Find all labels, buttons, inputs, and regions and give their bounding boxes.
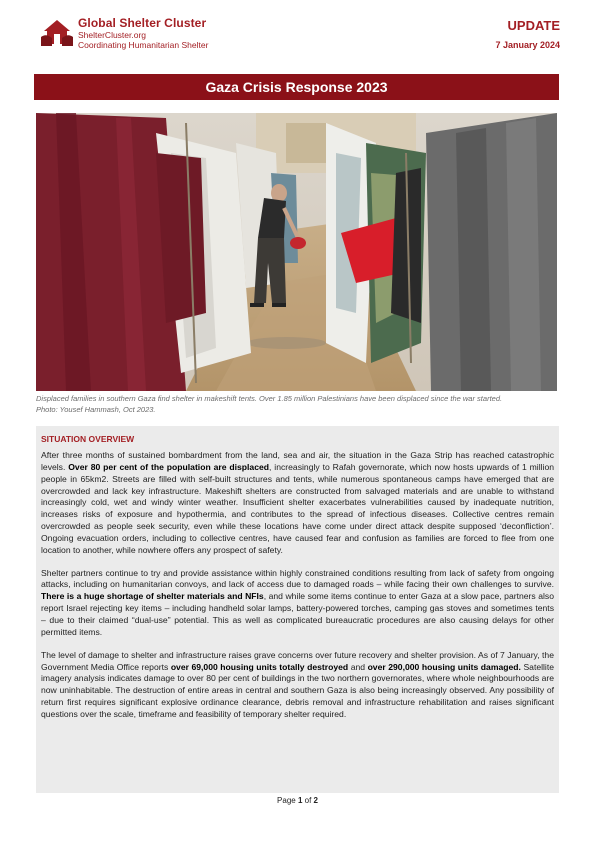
p1-text-a: After three months of sustained bombardment from the land, sea and air, the situation in the Gaza Strip has reached catastrophic levels.: [41, 450, 554, 472]
page-footer: [0, 796, 595, 805]
paragraph-2: [41, 568, 554, 639]
p3-highlight-2: over 290,000 housing units damaged.: [367, 661, 521, 672]
p1-highlight: Over 80 per cent of the population are displaced: [68, 461, 270, 472]
p2-text-a: Shelter partners continue to try and provide assistance within highly constrained conditions resulting from lack of safety from ongoing attacks, including on humanitarian convoys, and lack of access due to damaged roads – while facing their own challenges to survive.: [41, 567, 554, 590]
org-name: Global Shelter Cluster: [78, 16, 207, 30]
paragraph-1: [41, 450, 554, 557]
current-page-number: 1: [297, 796, 303, 805]
camp-photo: [36, 113, 557, 391]
p3-text-c: and: [348, 661, 368, 672]
p3-text-e: Satellite imagery analysis indicates damage to over 80 per cent of buildings in the two northern governorates, where whole neighbourhoods are now uninhabitable. The destruction of entire areas in central and southern Gaza is also being increasingly observed. Any possibility of return first requires significant explosive ordinance clearance, debris removal and infrastructure rehabilitation and raises significant questions over the scale, timeframe and feasibility of temporary shelter required.: [41, 661, 555, 719]
p2-text-c: , and while some items continue to enter Gaza at a slow pace, partners also report Israel rejecting key items – including handheld solar lamps, battery-powered torches, camping gas stoves and sometimes tents – due to their claimed “dual-use” potential. This as well as complicated bureaucratic procedures are also causing delays for other permitted items.: [41, 591, 554, 637]
p3-highlight-1: over 69,000 housing units totally destroyed: [170, 661, 349, 672]
org-website-link[interactable]: ShelterCluster.org: [78, 30, 147, 40]
p2-highlight: There is a huge shortage of shelter materials and NFIs: [41, 591, 264, 602]
p3-text-a: The level of damage to shelter and infrastructure raises grave concerns over future recovery and shelter provision. As of 7 January, the Government Media Office reports: [41, 649, 554, 672]
title-bar: [34, 74, 559, 100]
footer-prefix: Page: [277, 796, 298, 805]
page-title: Gaza Crisis Response 2023: [205, 79, 388, 95]
page-header: [40, 14, 560, 54]
situation-overview-panel: [36, 426, 559, 793]
total-page-number: 2: [313, 796, 318, 805]
org-tagline: Coordinating Humanitarian Shelter: [78, 40, 209, 50]
section-heading: SITUATION OVERVIEW: [41, 434, 135, 444]
p1-text-c: , increasingly to Rafah governorate, which now hosts upwards of 1 million people in 65km2. Streets are filled with self-built structures and tents, while numerous spontaneous camps have emerged that are overcrowded and lack key infrastructure. Makeshift shelters are constructed from salvaged materials and are unable to withstand increasingly cold, wet and windy winter weather. Insufficient shelter exacerbates vulnerabilities caused by inadequate nutrition, increases risks of exposure and hypothermia, and contributes to the spread of infectious diseases. Collective centres remain overcrowded as people seek security, even while these locations have come under direct attack despite supposed ‘deconfliction’. Ongoing evacuation orders, including to collective centres, have caused fear and confusion as families are forced to flee from one location to another, while nowhere offers any prospect of safety.: [41, 461, 554, 555]
document-date: 7 January 2024: [495, 40, 560, 50]
org-identity: [78, 16, 208, 50]
caption-text: Displaced families in southern Gaza find shelter in makeshift tents. Over 1.85 million Palestinians have been displaced since the war started.: [36, 394, 503, 403]
caption-credit: Photo: Yousef Hammash, Oct 2023.: [36, 404, 156, 414]
paragraph-3: [41, 650, 554, 721]
house-hands-icon: [40, 17, 74, 47]
photo-caption: [36, 394, 557, 415]
document-type: UPDATE: [507, 18, 560, 33]
footer-middle: of: [302, 796, 314, 805]
